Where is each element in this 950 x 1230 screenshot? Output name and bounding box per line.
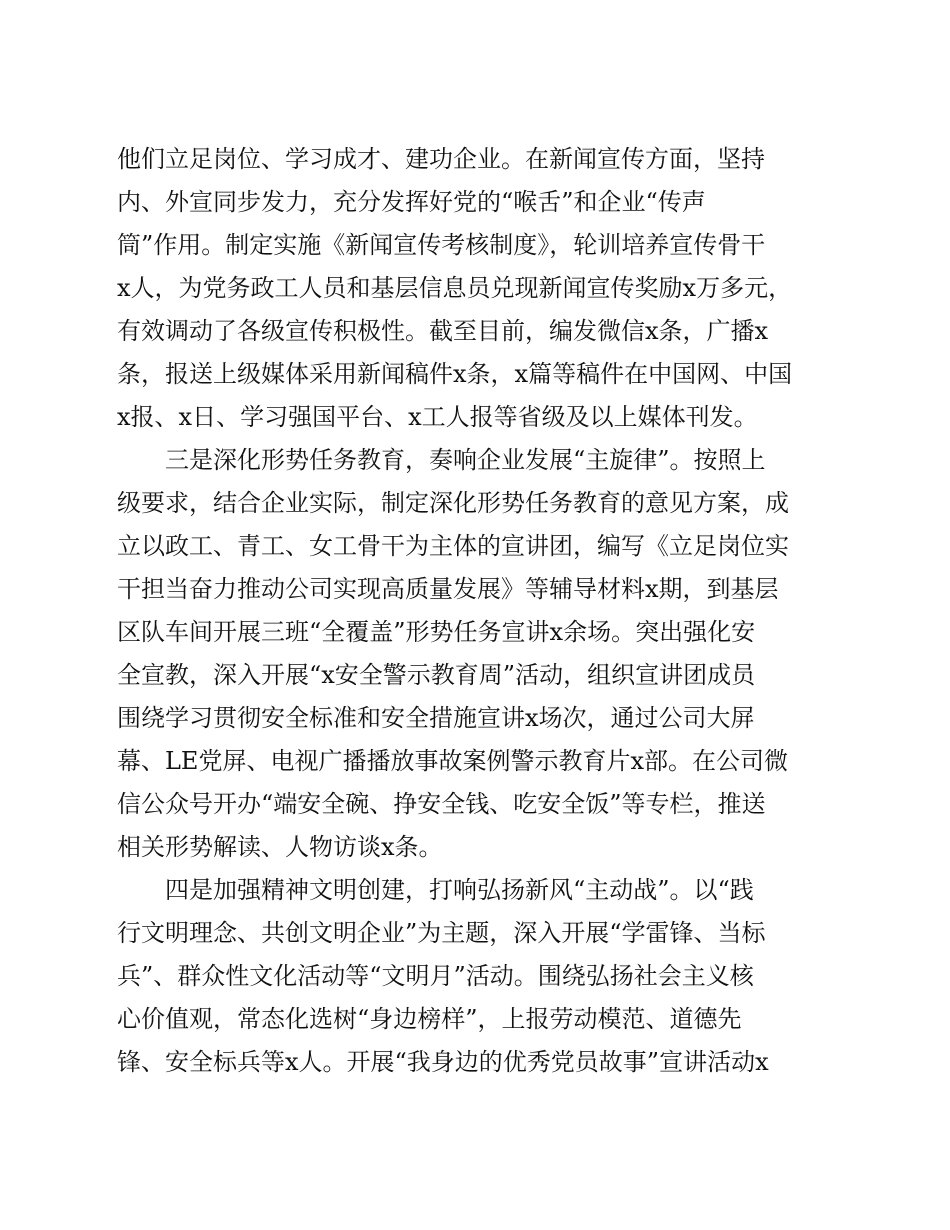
text-line-21: 心价值观，常态化选树“身边榜样”，上报劳动模范、道德先	[117, 1005, 742, 1033]
text-line-11: 干担当奋力推动公司实现高质量发展》等辅导材料x期，到基层	[117, 575, 779, 603]
text-line-6: 条，报送上级媒体采用新闻稿件x条，x篇等稿件在中国网、中国	[117, 360, 793, 388]
paragraph-3-start: 三是深化形势任务教育，奏响企业发展“主旋律”。按照上	[165, 446, 766, 474]
text-line-4: x人，为党务政工人员和基层信息员兑现新闻宣传奖励x万多元，	[117, 274, 793, 302]
text-line-19: 行文明理念、共创文明企业”为主题，深入开展“学雷锋、当标	[117, 919, 766, 947]
text-line-10: 立以政工、青工、女工骨干为主体的宣讲团，编写《立足岗位实	[117, 532, 789, 560]
paragraph-4-start: 四是加强精神文明创建，打响弘扬新风“主动战”。以“践	[165, 876, 754, 904]
text-line-7: x报、x日、学习强国平台、x工人报等省级及以上媒体刊发。	[117, 403, 758, 431]
text-line-3: 筒”作用。制定实施《新闻宣传考核制度》，轮训培养宣传骨干	[117, 231, 766, 259]
text-line-15: 幕、LE党屏、电视广播播放事故案例警示教育片x部。在公司微	[117, 747, 788, 775]
text-line-16: 信公众号开办“端安全碗、挣安全钱、吃安全饭”等专栏，推送	[117, 790, 766, 818]
text-line-9: 级要求，结合企业实际，制定深化形势任务教育的意见方案，成	[117, 489, 789, 517]
text-line-14: 围绕学习贯彻安全标准和安全措施宣讲x场次，通过公司大屏	[117, 704, 755, 732]
text-line-2: 内、外宣同步发力，充分发挥好党的“喉舌”和企业“传声	[117, 188, 706, 216]
text-line-20: 兵”、群众性文化活动等“文明月”活动。围绕弘扬社会主义核	[117, 962, 754, 990]
text-line-12: 区队车间开展三班“全覆盖”形势任务宣讲x余场。突出强化安	[117, 618, 756, 646]
text-line-13: 全宣教，深入开展“x安全警示教育周”活动，组织宣讲团成员	[117, 661, 756, 689]
text-line-17: 相关形势解读、人物访谈x条。	[117, 833, 443, 861]
text-line-1: 他们立足岗位、学习成才、建功企业。在新闻宣传方面，坚持	[117, 145, 765, 173]
text-line-5: 有效调动了各级宣传积极性。截至目前，编发微信x条，广播x	[117, 317, 769, 345]
text-line-22: 锋、安全标兵等x人。开展“我身边的优秀党员故事”宣讲活动x	[117, 1048, 769, 1076]
body-text	[117, 138, 837, 1084]
